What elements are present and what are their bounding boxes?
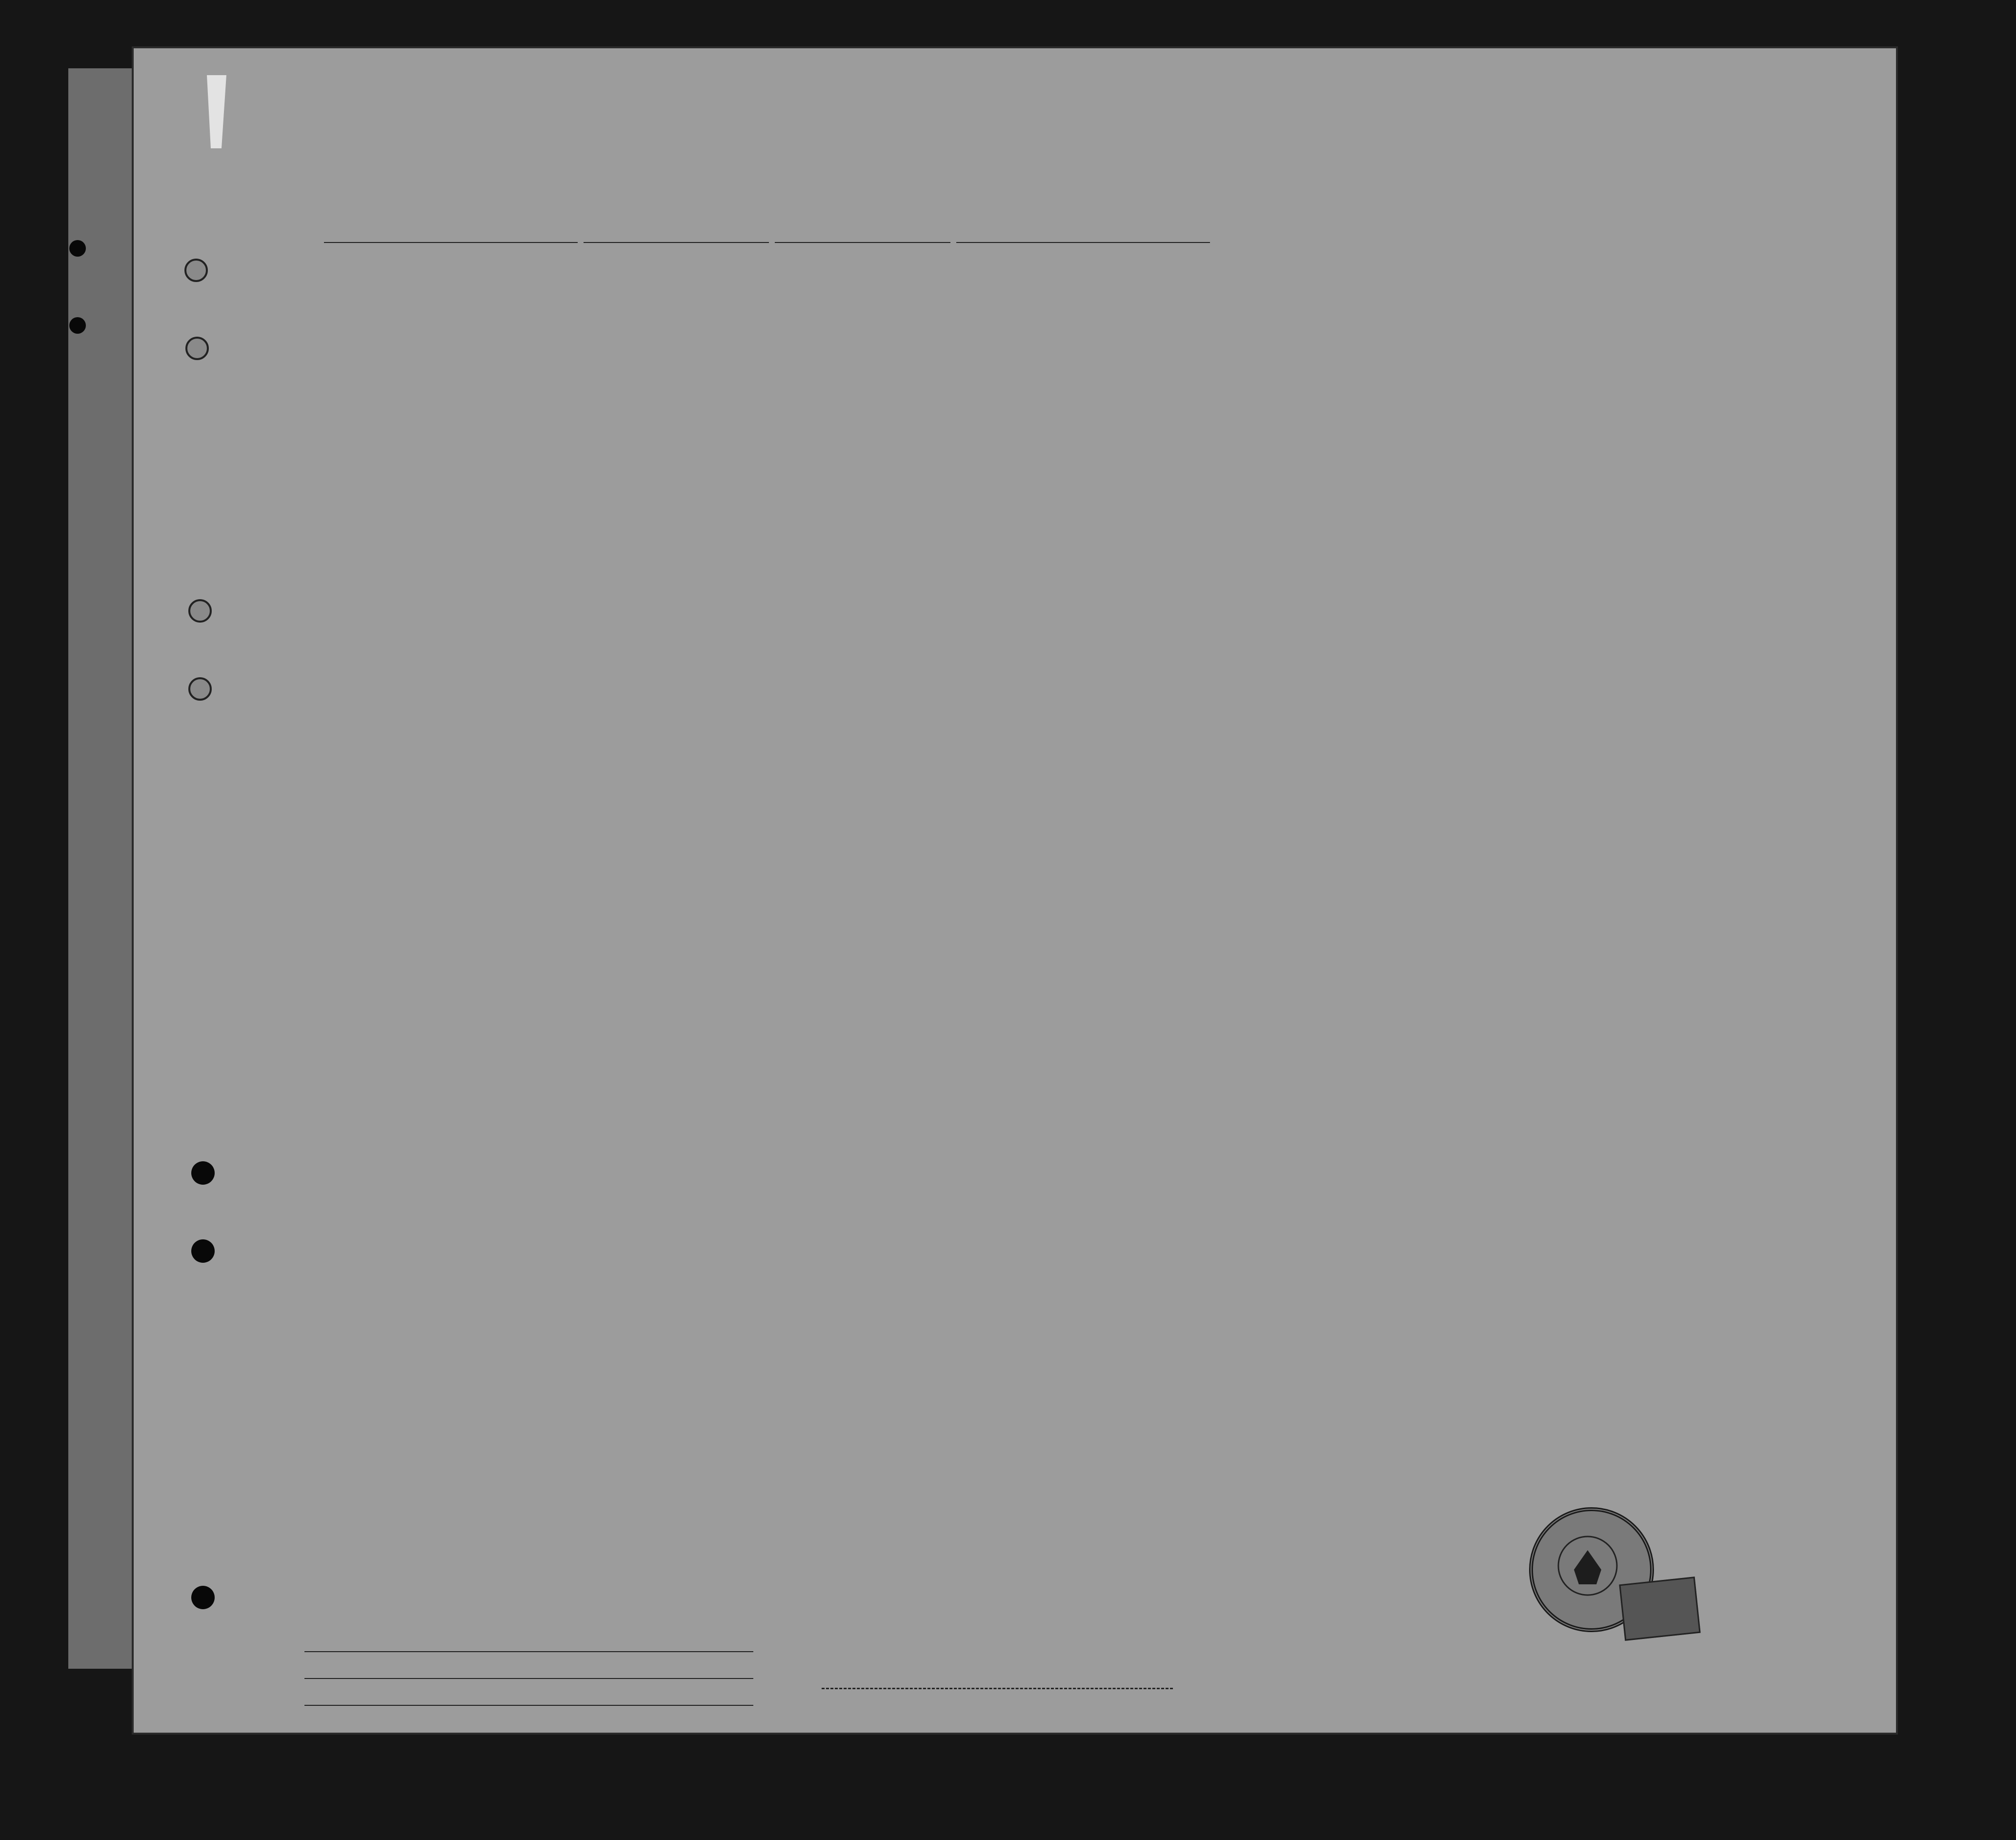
punch-ring bbox=[184, 259, 208, 282]
punch-hole bbox=[69, 317, 86, 334]
manifest-sheet bbox=[132, 46, 1898, 1735]
punch-hole bbox=[191, 1239, 215, 1263]
punch-ring bbox=[188, 677, 212, 701]
punch-hole bbox=[69, 240, 86, 257]
punch-ring bbox=[185, 337, 209, 360]
manifest-grid bbox=[134, 48, 1900, 1737]
inspector-rule bbox=[822, 1688, 1173, 1689]
fee-stamp bbox=[1619, 1577, 1700, 1641]
agents-rule bbox=[304, 1705, 753, 1706]
punch-hole bbox=[191, 1161, 215, 1185]
line-rule bbox=[304, 1651, 753, 1652]
punch-ring bbox=[188, 599, 212, 623]
owners-rule bbox=[304, 1678, 753, 1679]
punch-hole bbox=[191, 1586, 215, 1609]
